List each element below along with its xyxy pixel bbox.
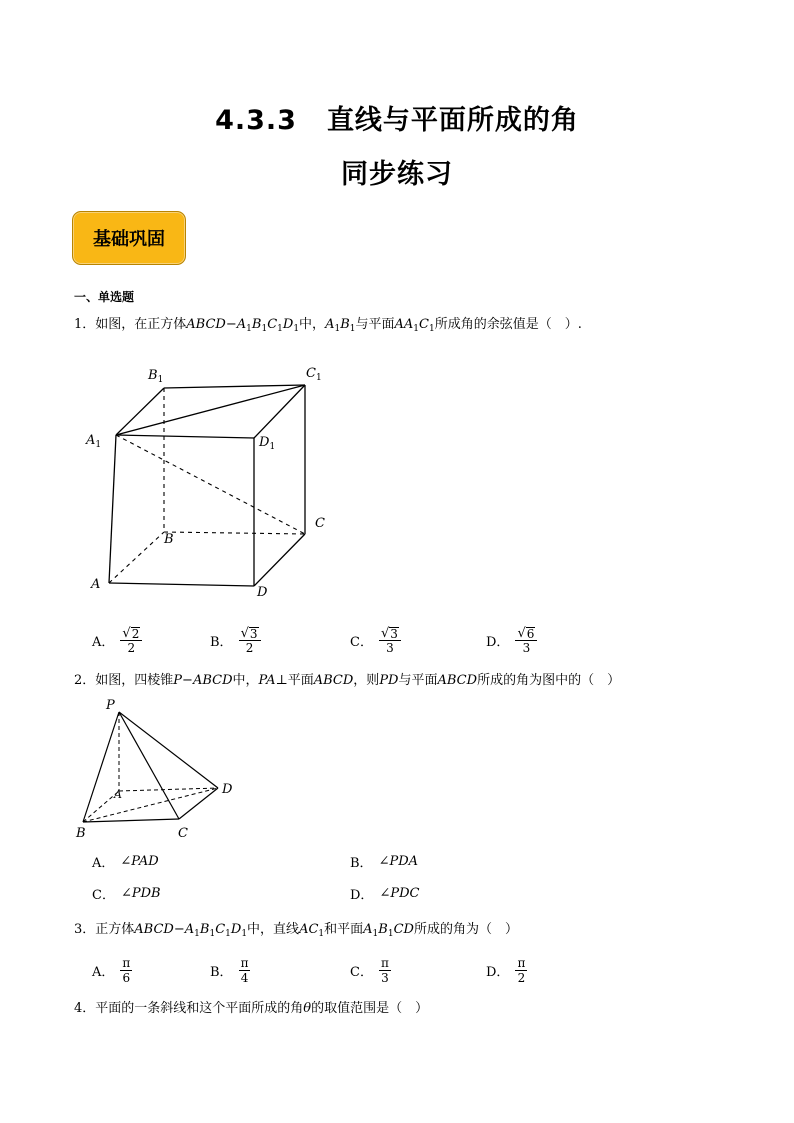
- q1-option-c[interactable]: C． √ 3 3: [350, 626, 401, 655]
- label-D1: $D_1$: [259, 435, 276, 452]
- question-4: 4．平面的一条斜线和这个平面所成的角θ的取值范围是（ ）: [74, 1001, 429, 1016]
- question-1: 1．如图，在正方体$ABCD-A_1B_1C_1D_1$中，$A_1B_1$与平面$AA_1C_1$所成角的余弦值是（ ）.: [74, 317, 582, 334]
- label-A: A: [91, 577, 101, 592]
- page-subtitle: 同步练习: [341, 159, 453, 190]
- q2-option-a[interactable]: A． ∠PAD: [92, 854, 159, 871]
- q1-option-b[interactable]: B． √ 3 2: [210, 626, 261, 655]
- q3-option-c[interactable]: C． $\frac{\pi}{3}$: [350, 956, 389, 985]
- cube-figure: [80, 360, 340, 610]
- q1-option-a[interactable]: A． √ 2 2: [92, 626, 142, 655]
- question-3: 3．正方体$ABCD-A_1B_1C_1D_1$中，直线$AC_1$和平面$A_1B_1CD$所成的角为（ ）: [74, 922, 518, 939]
- label-D: D: [222, 782, 233, 797]
- label-D: D: [257, 585, 268, 600]
- label-B: B: [164, 532, 174, 547]
- question-2: 2．如图，四棱锥P−ABCD中，PA⊥平面ABCD，则PD与平面ABCD所成的角为图中的（ ）: [74, 673, 621, 688]
- q3-option-b[interactable]: B． $\frac{\pi}{4}$: [210, 956, 249, 985]
- section-heading: 一、单选题: [74, 290, 135, 304]
- q3-option-d[interactable]: D． $\frac{\pi}{2}$: [486, 956, 526, 985]
- label-A: A: [114, 788, 122, 801]
- q1-option-d[interactable]: D． √ 6 3: [486, 626, 537, 655]
- label-B: B: [76, 826, 86, 841]
- label-C: C: [315, 516, 325, 531]
- badge-label: 基础巩固: [93, 229, 165, 250]
- q2-option-d[interactable]: D． ∠PDC: [350, 886, 420, 903]
- q3-option-a[interactable]: A． $\frac{\pi}{6}$: [92, 956, 131, 985]
- title-text: 直线与平面所成的角: [326, 105, 579, 136]
- label-A1: $A_1$: [86, 433, 102, 450]
- label-C1: $C_1$: [306, 366, 322, 383]
- label-P: P: [106, 698, 115, 713]
- q2-option-b[interactable]: B． ∠PDA: [350, 854, 419, 871]
- label-B1: $B_1$: [148, 368, 164, 385]
- page-title: [0, 98, 794, 137]
- section-number: 4.3.3: [215, 105, 297, 136]
- basic-consolidation-badge: [72, 211, 186, 265]
- pyramid-figure: [80, 700, 240, 830]
- label-C: C: [178, 826, 188, 841]
- q2-option-c[interactable]: C． ∠PDB: [92, 886, 161, 903]
